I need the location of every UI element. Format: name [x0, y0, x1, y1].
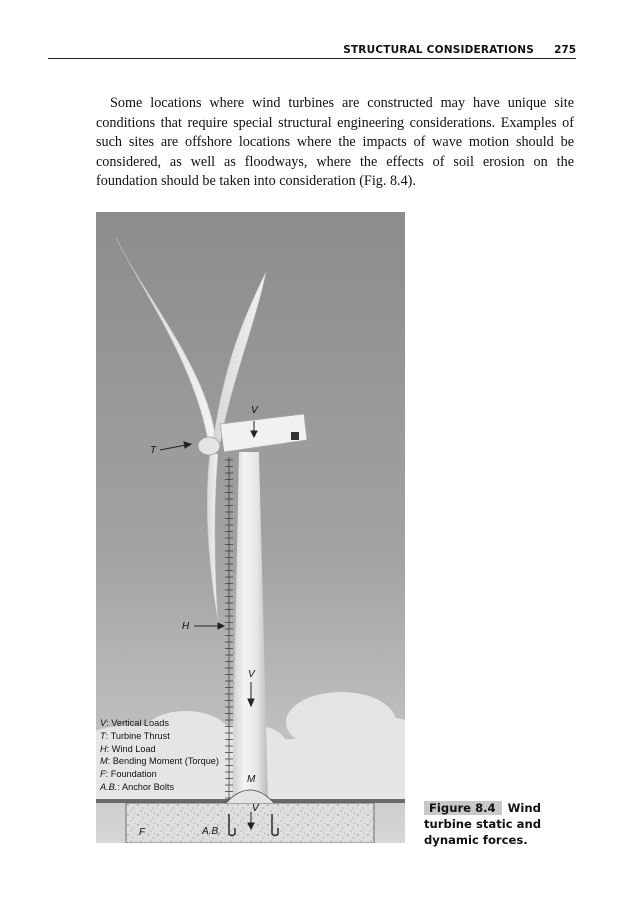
legend-item: T: Turbine Thrust — [100, 730, 170, 741]
caption-text: Wind turbine static and dynamic forces. — [424, 801, 542, 847]
label-h: H — [182, 621, 190, 632]
body-paragraph: Some locations where wind turbines are constructed may have unique site conditions that require special structural engineering considerations. Examples of such sites are offshore locations where the impacts of wave motion should be considered, as well as floodways, where the effects of soil erosion on the foundation should be taken into consideration (Fig. 8.4). — [96, 95, 574, 190]
figure-number: Figure 8.4 — [424, 801, 502, 815]
page-number: 275 — [554, 44, 576, 56]
figure-legend — [100, 717, 219, 794]
legend-item: A.B.: Anchor Bolts — [100, 781, 175, 792]
label-v-base: V — [252, 803, 259, 814]
label-f: F — [139, 827, 146, 838]
label-t: T — [150, 445, 157, 456]
legend-item: M: Bending Moment (Torque) — [100, 756, 219, 767]
legend-item: H: Wind Load — [100, 743, 156, 754]
hub — [198, 437, 220, 455]
legend-item: F: Foundation — [100, 769, 157, 780]
label-m: M — [247, 774, 256, 785]
running-header — [48, 44, 576, 59]
wind-turbine-figure — [96, 212, 405, 843]
label-v-mid: V — [248, 669, 255, 680]
figure-caption — [424, 800, 574, 848]
legend-item: V: Vertical Loads — [100, 718, 169, 728]
label-ab: A.B. — [202, 826, 221, 837]
running-title: STRUCTURAL CONSIDERATIONS — [343, 44, 534, 56]
label-v-top: V — [251, 405, 258, 416]
